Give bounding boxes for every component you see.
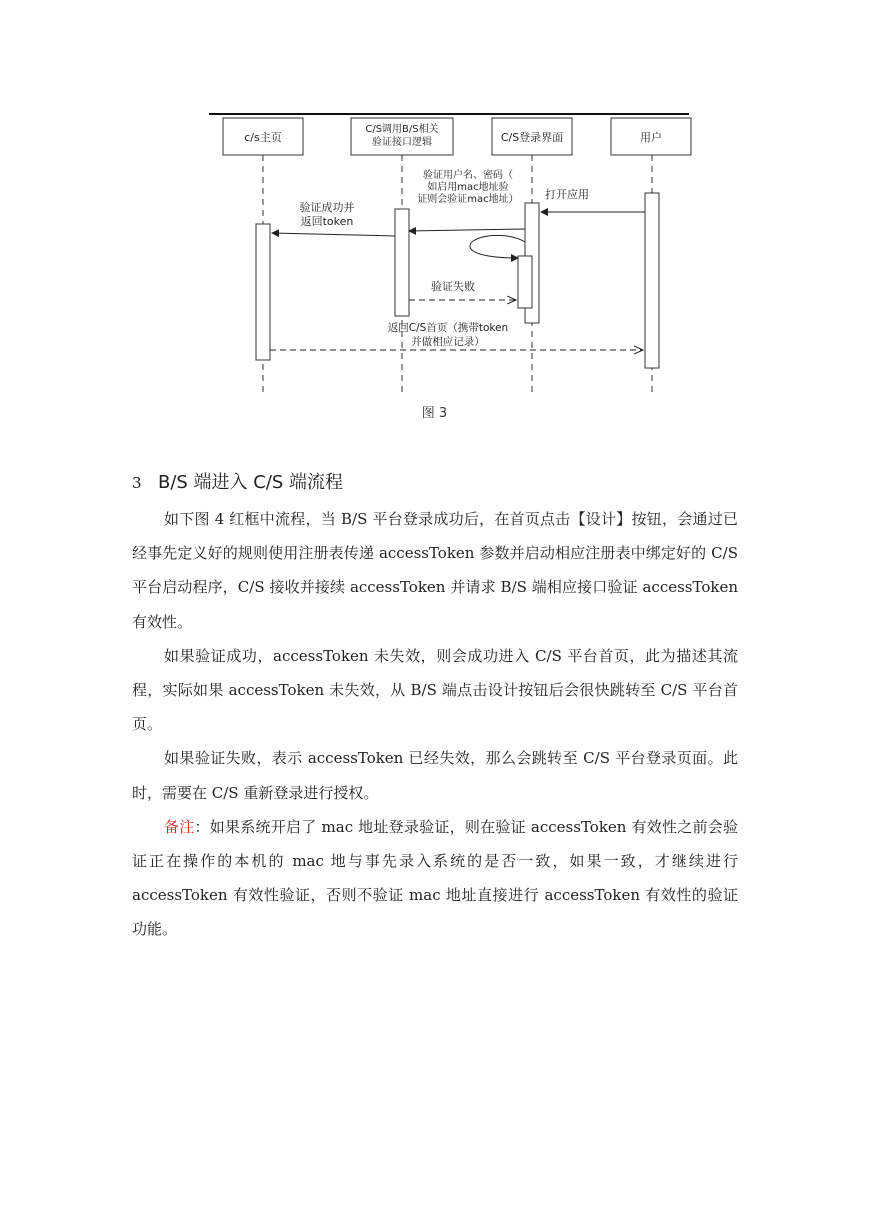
message-label-open-app: 打开应用 [545,188,589,201]
message-label-return-home [388,321,508,348]
section-number: 3 [132,474,142,492]
sequence-diagram [0,0,869,400]
message-arrow-verify-success [272,233,395,236]
paragraph: 如果验证失败，表示 accessToken 已经失效，那么会跳转至 C/S 平台登录页面。此时，需要在 C/S 重新登录进行授权。 [132,749,738,802]
participant-cs-home [223,118,303,155]
figure-caption: 图 3 [421,406,448,421]
message-arrow-self-call [470,235,525,258]
message-arrow-verify-credentials [409,229,525,231]
note-paragraph [132,810,738,947]
message-label-verify-credentials [417,168,518,205]
message-label-verify-success [300,200,355,228]
participant-cs-login [492,118,572,155]
section-heading [132,468,343,494]
activation-user [645,193,659,368]
activation-cs-home [256,224,270,360]
participant-label: 用户 [640,131,662,144]
paragraph: 如果验证成功，accessToken 未失效，则会成功进入 C/S 平台首页，此为描述其流程，实际如果 accessToken 未失效，从 B/S 端点击设计按钮后会很快跳转至 C/S 平台首页。 [132,646,738,734]
label-line: C/S调用B/S相关 [365,124,439,135]
participant-label: c/s主页 [244,131,282,144]
participant-bs-verify-logic [351,118,453,155]
note-text: ：如果系统开启了 mac 地址登录验证，则在验证 accessToken 有效性之前会验证正在操作的本机的 mac 地与事先录入系统的是否一致，如果一致，才继续进行 accessToken 有效性验证，否则不验证 mac 地址直接进行 accessToken 有效性的验证功能。 [132,817,738,939]
label-line: 验证用户名、密码（ [423,170,513,181]
section-title: B/S 端进入 C/S 端流程 [158,472,344,493]
activation-cs-login-nested [518,256,532,308]
note-label: 备注 [164,817,195,836]
message-label-verify-fail: 验证失败 [431,280,475,293]
paragraph: 如下图 4 红框中流程，当 B/S 平台登录成功后，在首页点击【设计】按钮，会通过已经事先定义好的规则使用注册表传递 accessToken 参数并启动相应注册表中绑定好的 C/S 平台启动程序，C/S 接收并接续 accessToken 并请求 B/S 端相应接口验证 accessToken 有效性。 [132,510,738,631]
participant-user [611,118,691,155]
label-line: 并做相应记录） [411,336,485,348]
body-text [132,502,738,947]
activation-bs-verify-logic [395,209,409,316]
label-line: 验证接口逻辑 [372,137,432,148]
label-line: 返回token [300,215,354,228]
label-line: 如启用mac地址验 [427,182,509,193]
label-line: 证则会验证mac地址） [417,194,519,205]
label-line: 返回C/S首页（携带token [387,322,509,334]
participant-label: C/S登录界面 [500,131,564,144]
label-line: 验证成功并 [299,201,355,214]
